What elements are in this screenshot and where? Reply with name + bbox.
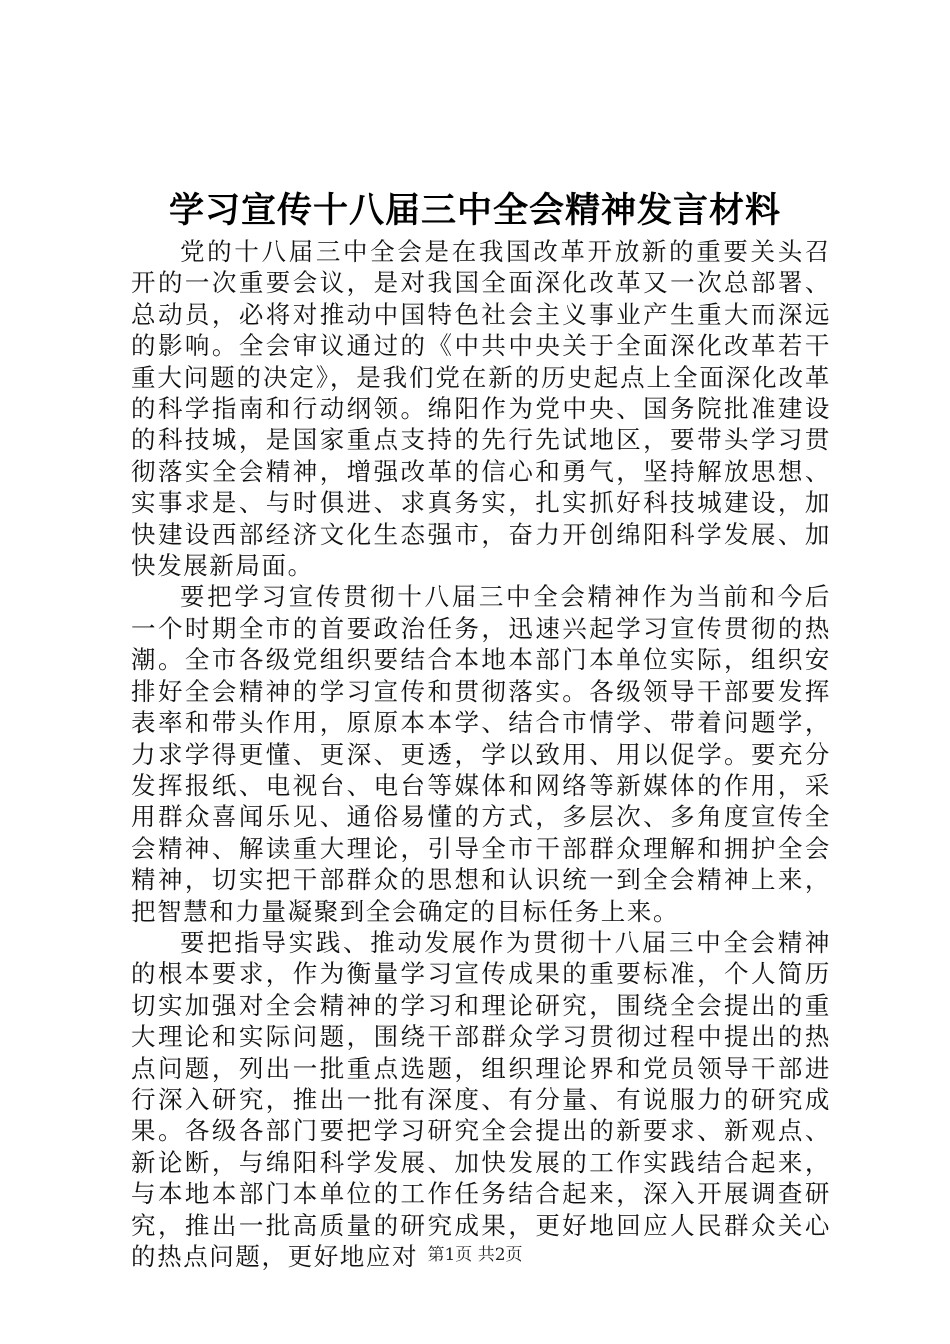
document-body (131, 236, 831, 1272)
paragraph-3: 要把指导实践、推动发展作为贯彻十八届三中全会精神的根本要求，作为衡量学习宣传成果的重要标准，个人简历切实加强对全会精神的学习和理论研究，围绕全会提出的重大理论和实际问题，围绕干部群众学习贯彻过程中提出的热点问题，列出一批重点选题，组织理论界和党员领导干部进行深入研究，推出一批有深度、有分量、有说服力的研究成果。各级各部门要把学习研究全会提出的新要求、新观点、新论断，与绵阳科学发展、加快发展的工作实践结合起来，与本地本部门本单位的工作任务结合起来，深入开展调查研究，推出一批高质量的研究成果，更好地回应人民群众关心的热点问题，更好地应对 (131, 927, 831, 1271)
paragraph-2: 要把学习宣传贯彻十八届三中全会精神作为当前和今后一个时期全市的首要政治任务，迅速兴起学习宣传贯彻的热潮。全市各级党组织要结合本地本部门本单位实际，组织安排好全会精神的学习宣传和贯彻落实。各级领导干部要发挥表率和带头作用，原原本本学、结合市情学、带着问题学，力求学得更懂、更深、更透，学以致用、用以促学。要充分发挥报纸、电视台、电台等媒体和网络等新媒体的作用，采用群众喜闻乐见、通俗易懂的方式，多层次、多角度宣传全会精神、解读重大理论，引导全市干部群众理解和拥护全会精神，切实把干部群众的思想和认识统一到全会精神上来，把智慧和力量凝聚到全会确定的目标任务上来。 (131, 582, 831, 926)
page-number-footer: 第1页 共2页 (427, 1245, 523, 1265)
document-title: 学习宣传十八届三中全会精神发言材料 (168, 190, 781, 231)
paragraph-1: 党的十八届三中全会是在我国改革开放新的重要关头召开的一次重要会议，是对我国全面深化改革又一次总部署、总动员，必将对推动中国特色社会主义事业产生重大而深远的影响。全会审议通过的《中共中央关于全面深化改革若干重大问题的决定》，是我们党在新的历史起点上全面深化改革的科学指南和行动纲领。绵阳作为党中央、国务院批准建设的科技城，是国家重点支持的先行先试地区，要带头学习贯彻落实全会精神，增强改革的信心和勇气，坚持解放思想、实事求是、与时俱进、求真务实，扎实抓好科技城建设，加快建设西部经济文化生态强市，奋力开创绵阳科学发展、加快发展新局面。 (131, 237, 831, 581)
